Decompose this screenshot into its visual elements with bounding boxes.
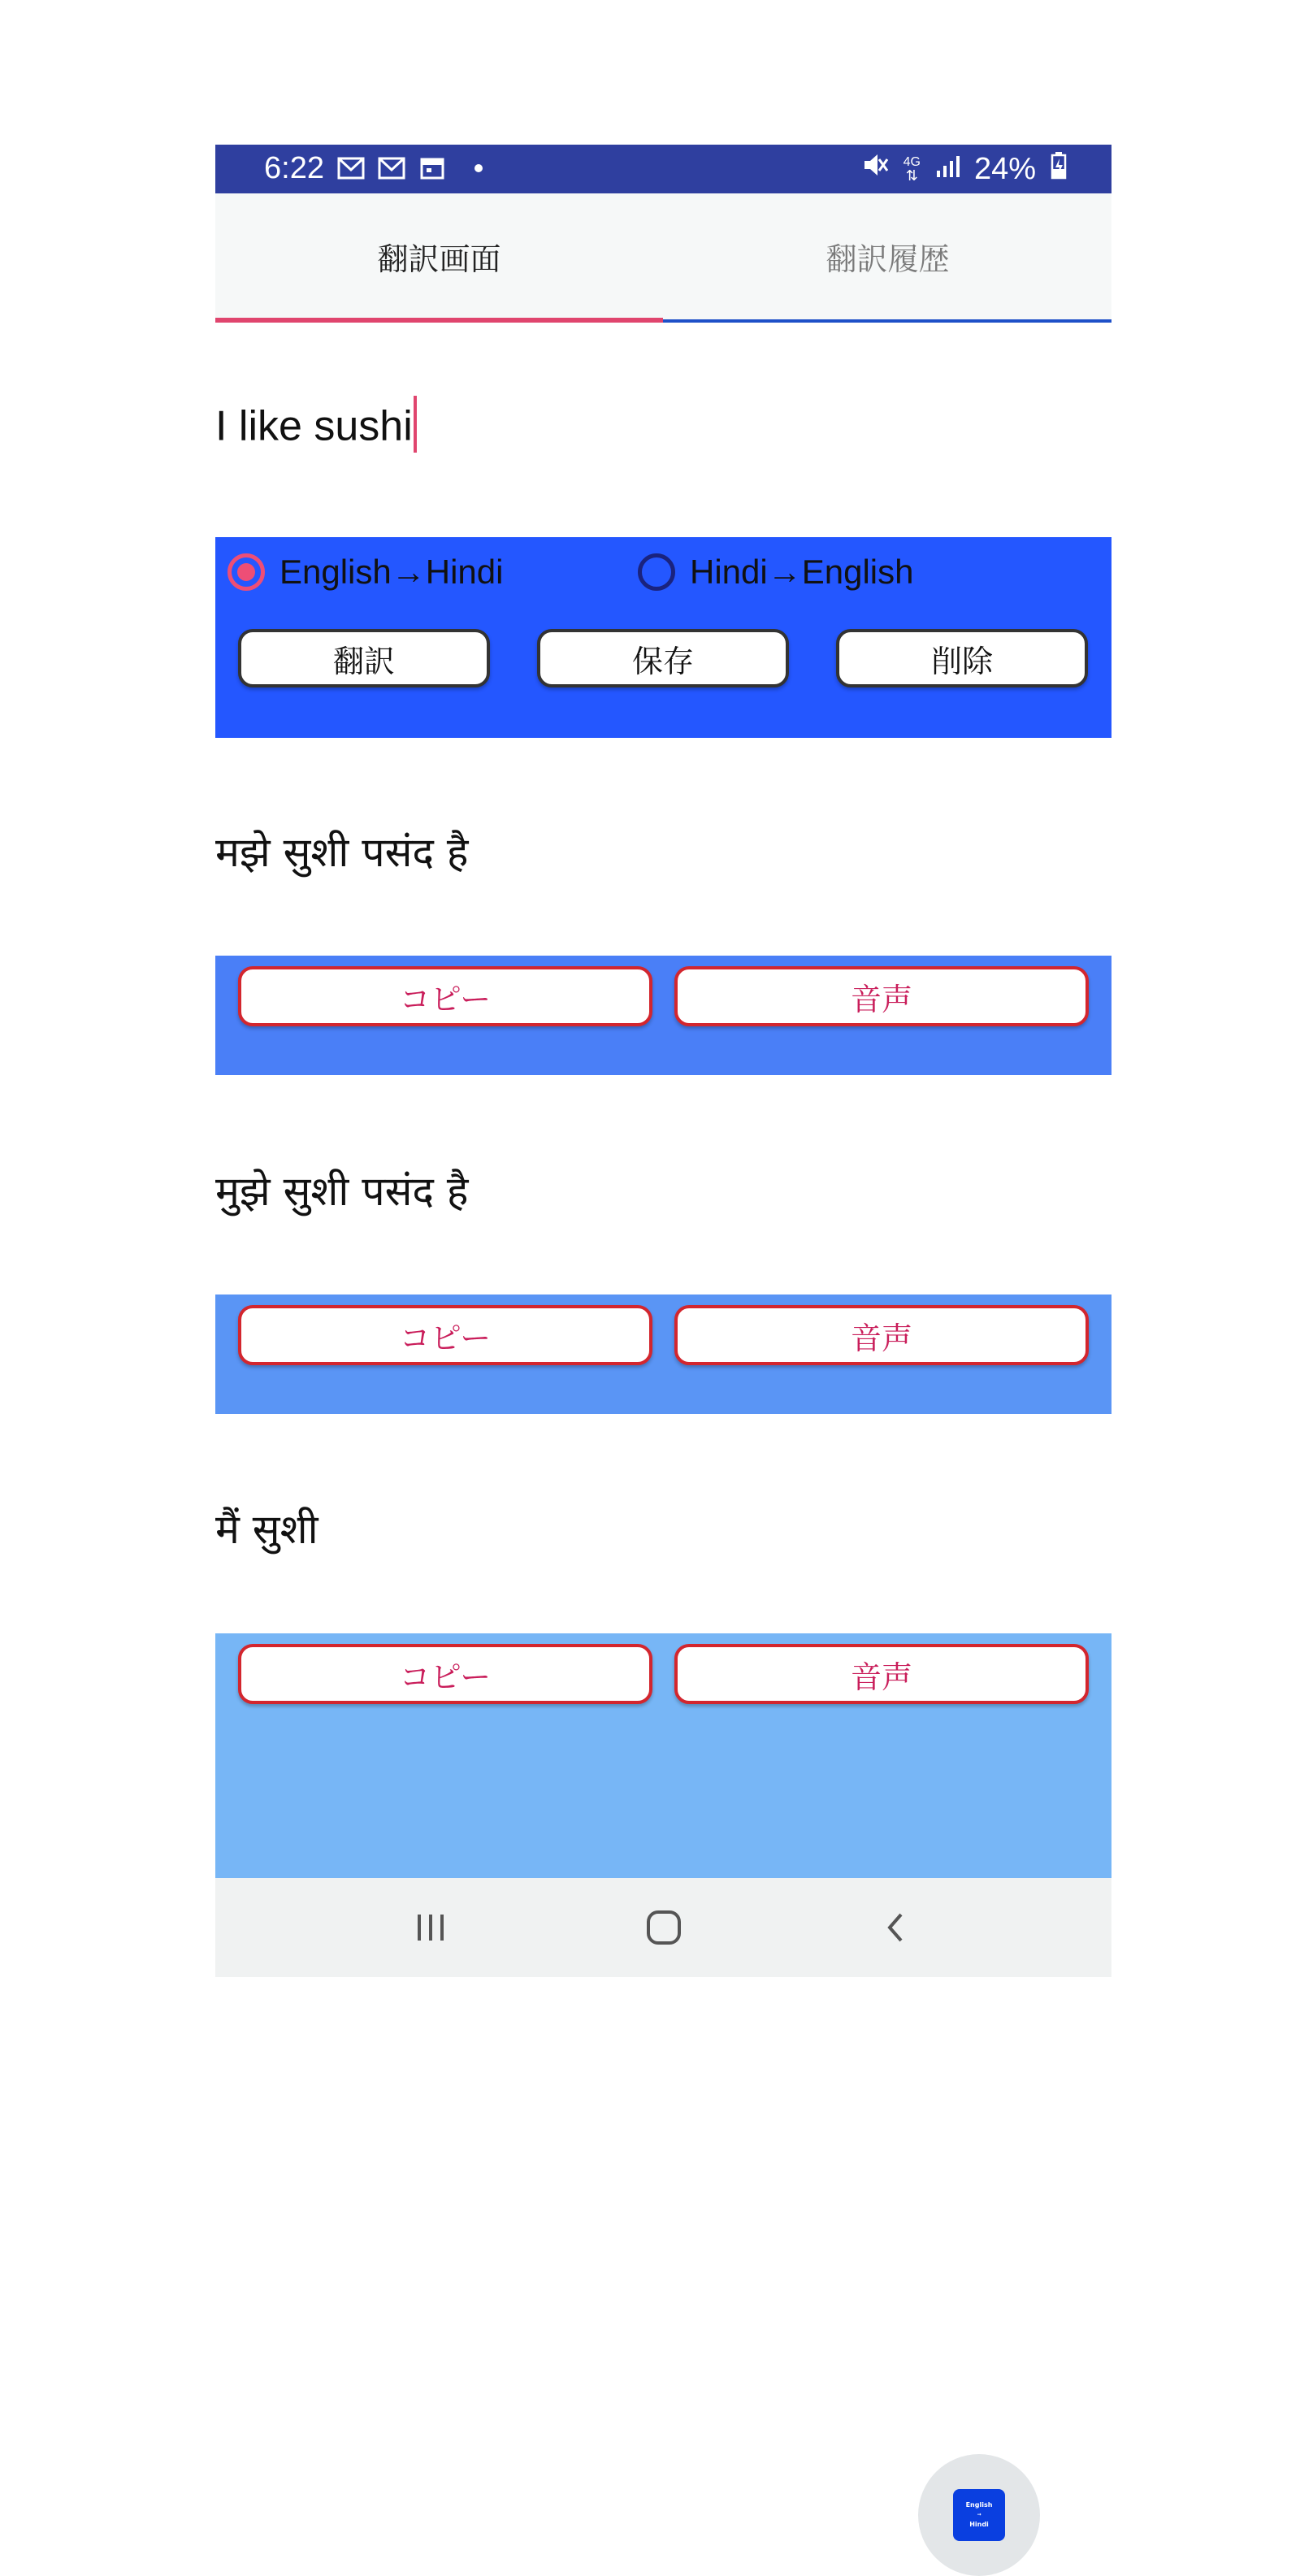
recents-icon[interactable]: [398, 1899, 463, 1956]
battery-text: 24%: [973, 151, 1036, 186]
fab-button[interactable]: [918, 2454, 1040, 2576]
result-text-1: मझे सुशी पसंद है: [215, 829, 469, 876]
speak-button-3[interactable]: 音声: [674, 1644, 1089, 1704]
status-right: [861, 151, 1067, 187]
result-text-2: मुझे सुशी पसंद है: [215, 1168, 469, 1215]
translate-button[interactable]: 翻訳: [238, 629, 490, 687]
status-bar: [215, 145, 1112, 193]
gmail-icon: [378, 154, 405, 182]
control-panel: [215, 537, 1112, 738]
dot-icon: [474, 154, 483, 182]
delete-button[interactable]: 削除: [836, 629, 1088, 687]
gmail-icon: [337, 154, 365, 182]
result-panel-3: [215, 1633, 1112, 2528]
system-nav-bar: [215, 1878, 1112, 1977]
result-panel-1: [215, 956, 1112, 1075]
copy-button-3[interactable]: コピー: [238, 1644, 652, 1704]
tab-history[interactable]: 翻訳履歴: [826, 241, 950, 277]
calendar-icon: [420, 154, 444, 182]
fab-label-line1: English: [965, 2501, 993, 2509]
text-caret: [414, 396, 417, 453]
speak-button-1[interactable]: 音声: [674, 966, 1089, 1026]
result-text-3: मैं सुशी: [215, 1506, 318, 1553]
status-time: 6:22: [264, 151, 324, 185]
save-button[interactable]: 保存: [537, 629, 789, 687]
copy-button-2[interactable]: コピー: [238, 1305, 652, 1365]
radio-label-hindi-to-english: Hindi→English: [690, 553, 914, 591]
tab-bar: [215, 193, 1112, 323]
4g-icon: 4G ⇅: [903, 155, 921, 184]
radio-checked-icon: [228, 553, 265, 591]
speak-button-2[interactable]: 音声: [674, 1305, 1089, 1365]
home-icon[interactable]: [631, 1899, 696, 1956]
radio-hindi-to-english[interactable]: [638, 548, 913, 596]
signal-icon: [935, 152, 960, 187]
radio-unchecked-icon: [638, 553, 675, 591]
mute-icon: [861, 151, 889, 187]
battery-charging-icon: [1051, 151, 1067, 187]
radio-english-to-hindi[interactable]: [228, 548, 503, 596]
tab-indicator: [215, 318, 663, 323]
tab-translate[interactable]: 翻訳画面: [377, 241, 501, 277]
result-panel-2: [215, 1295, 1112, 1414]
source-text-input[interactable]: [215, 401, 417, 458]
source-text-value: I like sushi: [215, 402, 413, 450]
copy-button-1[interactable]: コピー: [238, 966, 652, 1026]
fab-label-line2: Hindi: [969, 2521, 989, 2528]
radio-label-english-to-hindi: English→Hindi: [280, 553, 504, 591]
back-icon[interactable]: [864, 1899, 929, 1956]
app-logo-icon: English → Hindi: [953, 2489, 1005, 2541]
phone-screen: [215, 145, 1112, 2528]
